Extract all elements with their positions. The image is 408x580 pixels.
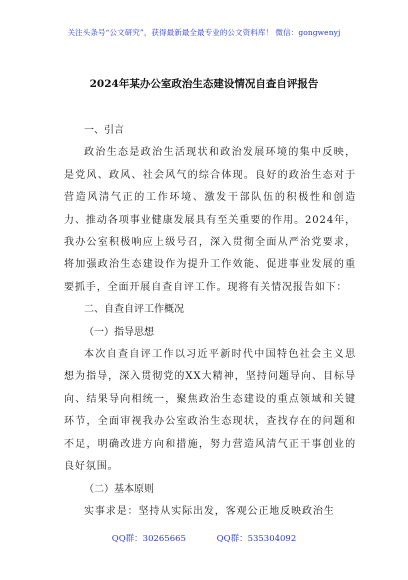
paragraph-introduction: 政治生态是政治生活现状和政治发展环境的集中反映，是党风、政风、社会风气的综合体现。良好的政治生态对于营造风清气正的工作环境、激发干部队伍的积极性和创造力、推动各项事业健康发展具有至关重要的作用。2024年，我办公室积极响应上级号召，深入贯彻全面从严治党要求，将加强政治生态建设作为提升工作效能、促进事业发展的重要抓手，全面开展自查自评工作。现将有关情况报告如下：	[64, 147, 356, 293]
subsection-heading-basic-principles: （二）基本原则	[84, 483, 154, 495]
document-body	[64, 120, 356, 523]
footer-contact	[0, 532, 408, 544]
document-title: 2024年某办公室政治生态建设情况自查自评报告	[89, 78, 319, 90]
subsection-heading-guiding-thought: （一）指导思想	[84, 326, 154, 338]
header-notice: 关注头条号“公文研究”，获得最新最全最专业的公文资料库！ 微信：gongwenyj	[67, 28, 341, 37]
section-heading-introduction: 一、引言	[84, 125, 124, 136]
section-heading-overview: 二、自查自评工作概况	[84, 304, 184, 316]
qq-group-1: QQ群：30265665	[111, 534, 186, 544]
paragraph-basic-principles: 实事求是：坚持从实际出发，客观公正地反映政治生	[84, 505, 335, 517]
paragraph-guiding-thought: 本次自查自评工作以习近平新时代中国特色社会主义思想为指导，深入贯彻党的XX大精神，坚持问题导向、目标导向、结果导向相统一，聚焦政治生态建设的重点领域和关键环节，全面审视我办公室政治生态现状，查找存在的问题和不足，明确改进方向和措施，努力营造风清气正干事创业的良好氛围。	[64, 349, 356, 473]
qq-group-2: QQ群：535304092	[216, 534, 297, 544]
